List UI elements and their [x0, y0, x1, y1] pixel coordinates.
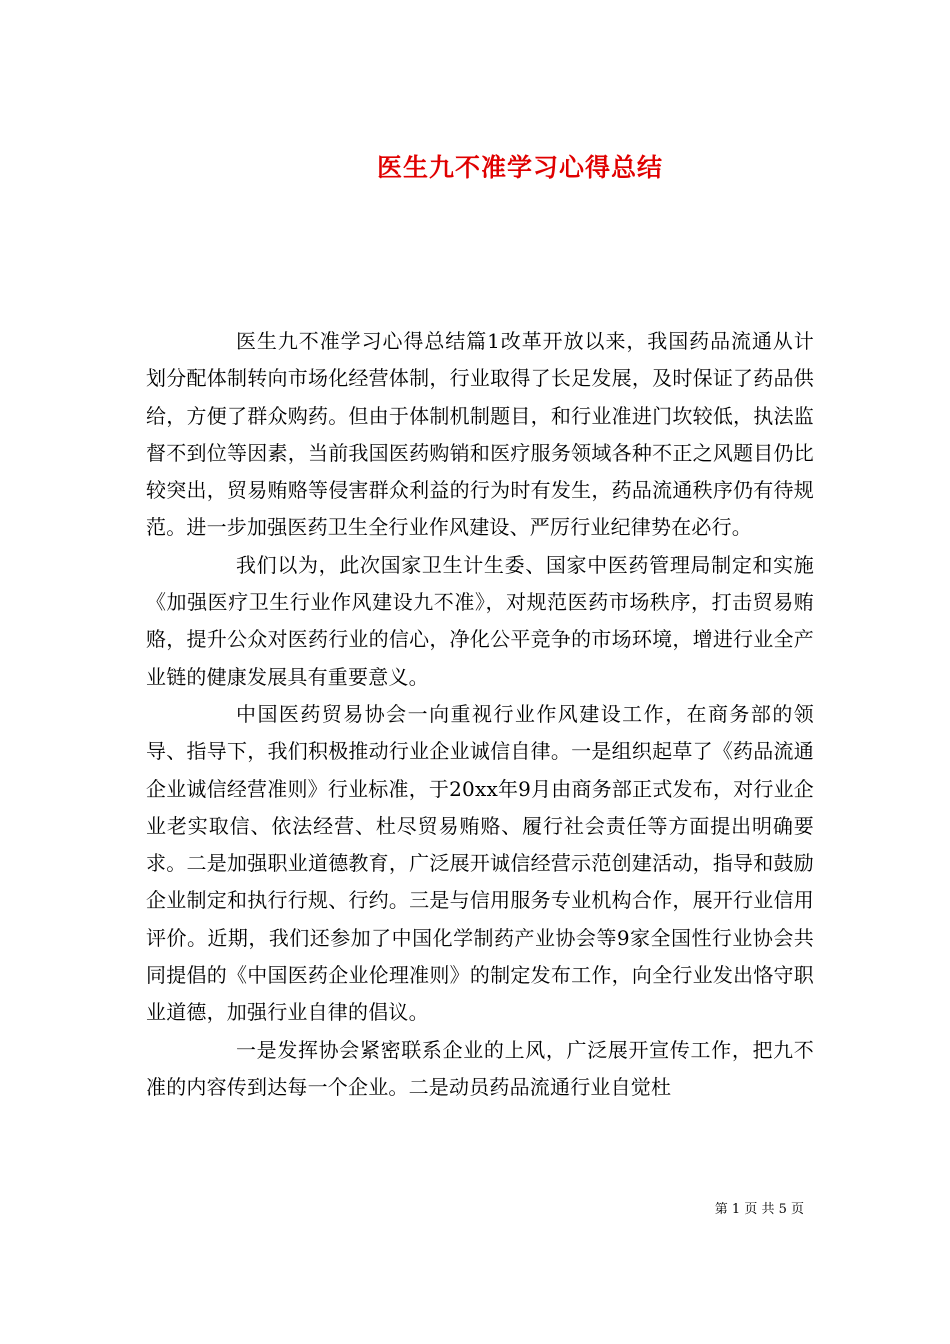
paragraph-3: 中国医药贸易协会一向重视行业作风建设工作，在商务部的领导、指导下，我们积极推动行业企业诚信自律。一是组织起草了《药品流通企业诚信经营准则》行业标准，于20xx年9月由商务部正式发布，对行业企业老实取信、依法经营、杜尽贸易贿赂、履行社会责任等方面提出明确要求。二是加强职业道德教育，广泛展开诚信经营示范创建活动，指导和鼓励企业制定和执行行规、行约。三是与信用服务专业机构合作，展开行业信用评价。近期，我们还参加了中国化学制药产业协会等9家全国性行业协会共同提倡的《中国医药企业伦理准则》的制定发布工作，向全行业发出恪守职业道德，加强行业自律的倡议。: [146, 701, 814, 1025]
paragraph-2: 我们以为，此次国家卫生计生委、国家中医药管理局制定和实施《加强医疗卫生行业作风建设九不准》，对规范医药市场秩序，打击贸易贿赂，提升公众对医药行业的信心，净化公平竞争的市场环境，增进行业全产业链的健康发展具有重要意义。: [146, 552, 814, 689]
paragraph-1: 医生九不准学习心得总结篇1改革开放以来，我国药品流通从计划分配体制转向市场化经营体制，行业取得了长足发展，及时保证了药品供给，方便了群众购药。但由于体制机制题目，和行业准进门坎较低，执法监督不到位等因素，当前我国医药购销和医疗服务领域各种不正之风题目仍比较突出，贸易贿赂等侵害群众利益的行为时有发生，药品流通秩序仍有待规范。进一步加强医药卫生全行业作风建设、严厉行业纪律势在必行。: [146, 329, 814, 540]
paragraph-4: 一是发挥协会紧密联系企业的上风，广泛展开宣传工作，把九不准的内容传到达每一个企业。二是动员药品流通行业自觉杜: [146, 1037, 814, 1099]
page-title: 医生九不准学习心得总结: [376, 152, 663, 182]
document-body: [146, 323, 814, 1106]
page-number-footer: 第 1 页 共 5 页: [714, 1202, 804, 1217]
